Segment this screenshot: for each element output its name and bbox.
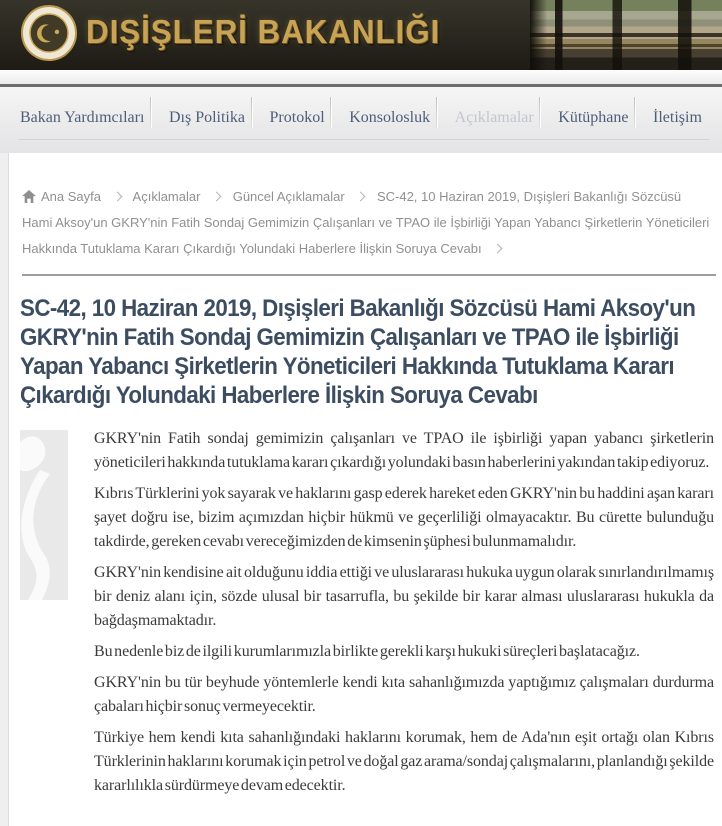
article-paragraph: GKRY'nin bu tür beyhude yöntemlerle kendi kıta sahanlığımızda yaptığımız çalışmaları durdurma çabaları hiçbir sonuç vermeyecektir. [94,674,714,715]
emblem-watermark [20,430,68,600]
nav-item-protokol[interactable]: Protokol [269,109,325,126]
page-content [0,153,722,826]
nav-item-dis-politika[interactable]: Dış Politika [168,109,245,126]
article-paragraph: GKRY'nin Fatih sondaj gemimizin çalışanları ve TPAO ile işbirliği yapan yabancı şirketlerin yöneticileri hakkında tutuklama kararı çıkardığı yolundaki basın haberlerini yakından takip ediyoruz. [94,430,714,471]
main-nav [0,87,722,153]
nav-item-bakan-yardimcilari[interactable]: Bakan Yardımcıları [20,109,145,126]
article-paragraph: Türkiye hem kendi kıta sahanlığındaki haklarını korumak, hem de Ada'nın eşit ortağı olan Kıbrıs Türklerinin haklarını korumak için petrol ve doğal gaz arama/sondaj çalışmalarını, planlandığı şekilde kararlılıkla sürdürmeye devam edecektir. [94,729,714,794]
breadcrumb-item-guncel-aciklamalar[interactable]: Güncel Açıklamalar [232,189,345,204]
home-icon [22,190,36,203]
breadcrumb-divider [22,274,716,276]
nav-item-aciklamalar[interactable]: Açıklamalar [454,109,534,126]
nav-item-iletisim[interactable]: İletişim [653,109,702,126]
header-photo-reflection [530,0,722,70]
ministry-emblem-icon [16,0,82,66]
article-paragraph: GKRY'nin kendisine ait olduğunu iddia ettiği ve uluslararası hukuka uygun olarak sınırlandırılmamış bir deniz alanı için, sözde ulusal bir tasarrufla, bu şekilde bir karar alması uluslararası hukukla da bağdaşmamaktadır. [94,564,714,629]
chevron-right-icon [493,244,503,254]
nav-item-konsolosluk[interactable]: Konsolosluk [349,109,431,126]
article-paragraph: Bu nedenle biz de ilgili kurumlarımızla birlikte gerekli karşı hukuki süreçleri başlatacağız. [94,643,640,660]
breadcrumb-home-link[interactable] [22,189,105,204]
page-title: SC-42, 10 Haziran 2019, Dışişleri Bakanlığı Sözcüsü Hami Aksoy'un GKRY'nin Fatih Sondaj Gemimizin Çalışanları ve TPAO ile İşbirliği Yapan Yabancı Şirketlerin Yöneticileri Hakkında Tutuklama Kararı Çıkardığı Yolundaki Haberlere İlişkin Soruya Cevabı [20,295,696,409]
article-paragraph: Kıbrıs Türklerini yok sayarak ve haklarını gasp ederek hareket eden GKRY'nin bu haddini aşan kararı şayet doğru ise, bizim açımızdan hiçbir hükmü ve geçerliliği olmayacaktır. Bu cürette bulunduğu takdirde, gereken cevabı vereceğimizden de kimsenin şüphesi bulunmamalıdır. [94,485,714,550]
breadcrumb-item-aciklamalar[interactable]: Açıklamalar [132,189,201,204]
breadcrumb [22,184,714,262]
article-body [0,427,722,798]
header-photo [0,0,722,70]
nav-item-kutuphane[interactable]: Kütüphane [558,109,629,126]
ministry-sign-text: DIŞİŞLERİ BAKANLIĞI [86,13,441,50]
header-divider-band [0,70,722,84]
chevron-right-icon [356,192,366,202]
chevron-right-icon [212,192,222,202]
nav-list [0,87,722,127]
breadcrumb-item-current-page: SC-42, 10 Haziran 2019, Dışişleri Bakanlığı Sözcüsü Hami Aksoy'un GKRY'nin Fatih Sondaj Gemimizin Çalışanları ve TPAO ile İşbirliği Yapan Yabancı Şirketlerin Yöneticileri Hakkında Tutuklama Kararı Çıkardığı Yolundaki Haberlere İlişkin Soruya Cevabı [22,189,710,256]
chevron-right-icon [112,192,122,202]
breadcrumb-home-label: Ana Sayfa [41,189,101,204]
